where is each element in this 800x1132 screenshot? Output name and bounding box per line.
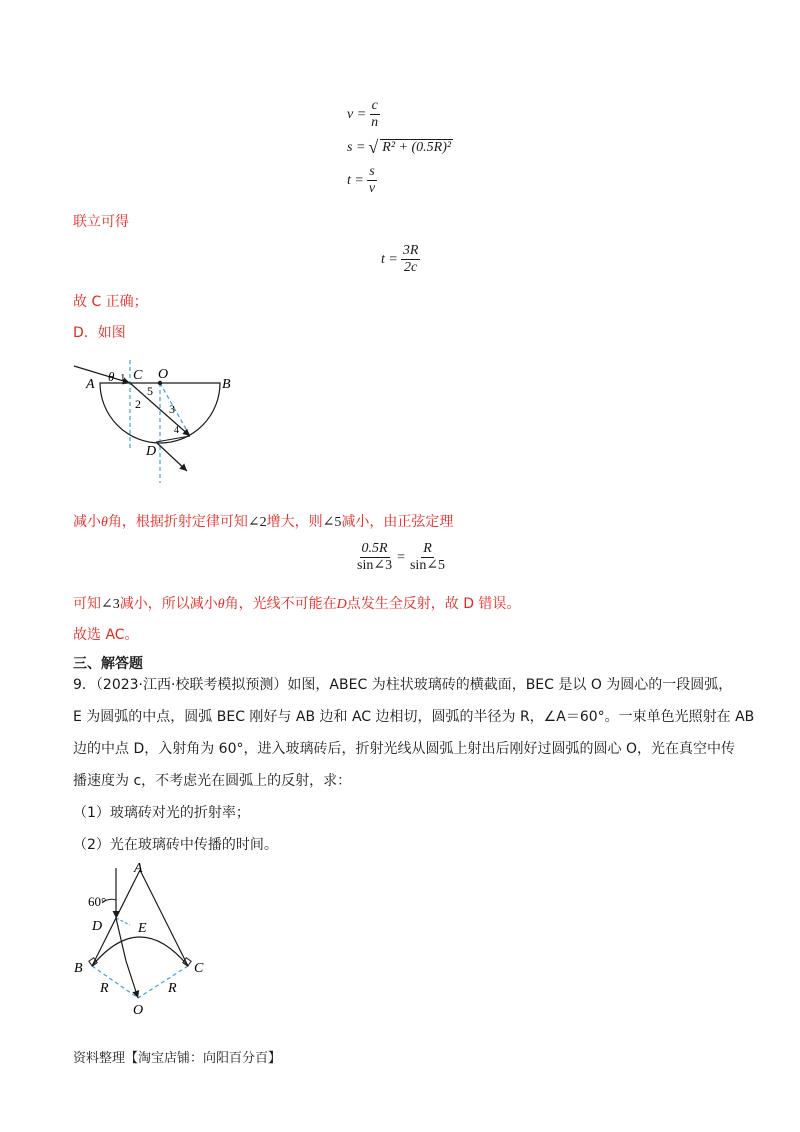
section-title: 三、解答题 — [73, 656, 143, 672]
label-C: C — [194, 961, 204, 976]
label-A: A — [134, 861, 143, 876]
problem-line-4: 播速度为 c，不考虑光在圆弧上的反射，求： — [73, 773, 352, 789]
conclusion-line — [73, 594, 520, 615]
label-O: O — [133, 1003, 144, 1018]
formula-v-lhs: v = — [347, 106, 367, 122]
fraction-c-over-n — [369, 98, 380, 131]
formula-s-radicand: R² + (0.5R)² — [382, 140, 452, 155]
formula-v — [347, 98, 380, 131]
text-part: 角，根据折射定律可知 — [107, 514, 248, 530]
label-5: 5 — [147, 384, 153, 398]
fraction-right — [408, 541, 447, 574]
label-B: B — [222, 377, 231, 392]
answer-line: 故选 AC。 — [73, 627, 139, 643]
formula-s — [347, 137, 453, 158]
text-part: 减小，所以减小 — [119, 596, 218, 612]
label-3: 3 — [169, 402, 175, 416]
figure-glass-brick — [72, 858, 222, 1018]
label-E: E — [138, 921, 147, 936]
label-A: A — [86, 377, 95, 392]
footer-note: 资料整理【淘宝店铺：向阳百分百】 — [73, 1051, 282, 1066]
label-2: 2 — [135, 397, 141, 411]
edge-ac — [140, 870, 188, 966]
dashed-oc — [138, 966, 188, 998]
label-B: B — [74, 961, 83, 976]
exit-ray — [126, 961, 138, 998]
text-part: 增大，则 — [266, 514, 323, 530]
problem-line-3: 边的中点 D，入射角为 60°，进入玻璃砖后，折射光线从圆弧上射出后刚好过圆弧的圆心 O，光在真空中传 — [73, 741, 735, 757]
sqrt-sign: √ — [368, 137, 379, 157]
reduce-theta-line — [73, 512, 453, 533]
fraction-s-over-v — [367, 164, 377, 197]
label-C: C — [133, 368, 143, 383]
dashed-normal-d — [116, 918, 130, 925]
arc-bec — [92, 937, 188, 966]
angle-5: ∠5 — [322, 515, 342, 530]
fraction-numerator: 3R — [402, 243, 419, 258]
dashed-ob — [92, 966, 138, 998]
point-d: D — [336, 597, 347, 612]
theta-symbol: θ — [217, 597, 225, 612]
text-part: 减小 — [73, 514, 101, 530]
equals-sign: = — [397, 549, 405, 565]
fraction-denominator: n — [371, 115, 379, 130]
text-part: 角，光线不可能在 — [224, 596, 337, 612]
d-label-line: D．如图 — [73, 325, 126, 341]
fraction-left — [355, 541, 394, 574]
label-R-left: R — [100, 981, 109, 996]
text-part: 减小，由正弦定理 — [341, 514, 454, 530]
question-1: （1）玻璃砖对光的折射率； — [73, 805, 250, 821]
figure-semicircle-refraction — [72, 358, 242, 488]
fraction-denominator: 2c — [404, 260, 418, 275]
formula-t-result — [381, 243, 420, 276]
fraction-numerator: c — [371, 98, 378, 113]
label-D: D — [146, 444, 157, 459]
problem-line-1: 9．（2023·江西·校联考模拟预测）如图，ABEC 为柱状玻璃砖的横截面，BEC 是以 O 为圆心的一段圆弧， — [73, 677, 733, 693]
problem-line-2: E 为圆弧的中点，圆弧 BEC 刚好与 AB 边和 AC 边相切，圆弧的半径为 R，∠A＝60°。一束单色光照射在 AB — [73, 709, 755, 725]
label-R-right: R — [168, 981, 177, 996]
fraction-numerator: 0.5R — [361, 541, 388, 556]
formula-t-lhs: t = — [347, 172, 364, 188]
formula-s-lhs: s = — [347, 139, 366, 155]
label-4: 4 — [174, 425, 179, 436]
label-angle-60: 60° — [88, 894, 107, 909]
fraction-3R-over-2c — [401, 243, 421, 276]
fraction-denominator: v — [368, 181, 376, 196]
fraction-denominator: sin∠5 — [409, 558, 446, 573]
fraction-numerator: R — [423, 541, 432, 556]
c-correct-line: 故 C 正确； — [73, 294, 148, 310]
angle-2: ∠2 — [247, 515, 267, 530]
text-part: 可知 — [73, 596, 101, 612]
fraction-numerator: s — [369, 164, 375, 179]
text-part: 点发生全反射，故 D 错误。 — [346, 596, 521, 612]
label-theta: θ — [108, 369, 115, 384]
formula-sine-law — [355, 541, 447, 574]
combine-label: 联立可得 — [73, 214, 129, 230]
exit-ray — [156, 442, 187, 471]
label-D: D — [92, 919, 103, 934]
angle-3: ∠3 — [101, 597, 120, 612]
formula-t-result-lhs: t = — [381, 251, 398, 267]
fraction-denominator: sin∠3 — [357, 558, 393, 573]
theta-symbol: θ — [101, 515, 108, 530]
label-1: 1 — [120, 372, 126, 384]
label-O: O — [158, 367, 169, 382]
formula-t-def — [347, 164, 377, 197]
question-2: （2）光在玻璃砖中传播的时间。 — [73, 837, 278, 853]
